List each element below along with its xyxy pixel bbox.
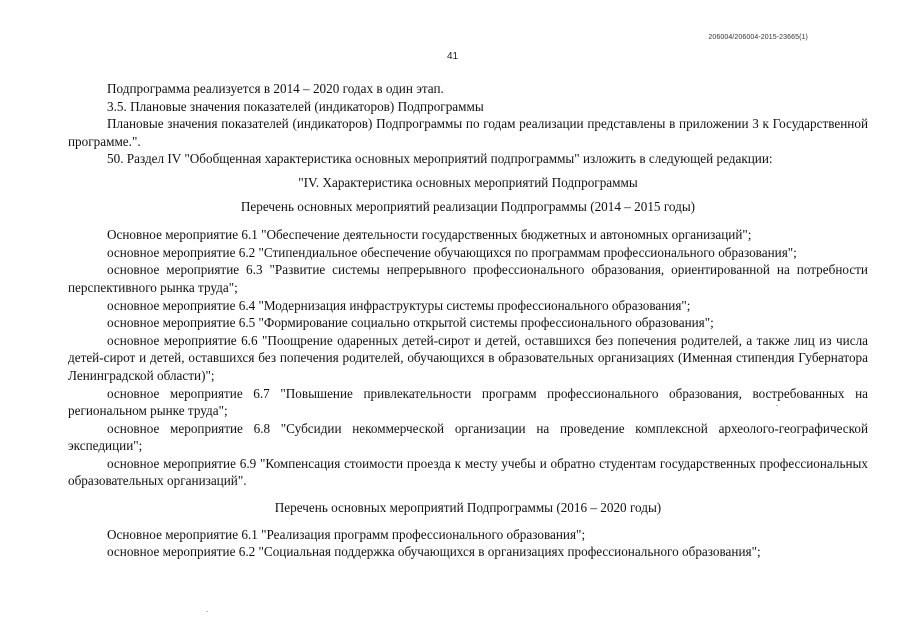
list-item-2016-6-1: Основное мероприятие 6.1 "Реализация программ профессионального образования"; [107, 526, 586, 542]
list-title-2014-2015: Перечень основных мероприятий реализации Подпрограммы (2014 – 2015 годы) [240, 198, 696, 214]
list-title-2016-2020: Перечень основных мероприятий Подпрограммы (2016 – 2020 годы) [274, 500, 662, 516]
list-item-2014-6-4: основное мероприятие 6.4 "Модернизация инфраструктуры системы профессионального образования"; [107, 297, 691, 313]
document-id: 206004/206004-2015-23665(1) [708, 34, 808, 41]
section-iv-title: "IV. Характеристика основных мероприятий Подпрограммы [298, 174, 638, 190]
page-number: 41 [446, 51, 459, 62]
scan-artifact [206, 611, 208, 612]
paragraph-section-3-5-heading: 3.5. Плановые значения показателей (индикаторов) Подпрограммы [107, 98, 484, 114]
list-item-2014-6-3: основное мероприятие 6.3 "Развитие системы непрерывного профессионального образования, ориентированной на потребности перспективного рынка труда"; [68, 262, 868, 295]
document-body [68, 80, 868, 561]
scan-artifact [776, 405, 778, 406]
list-item-2014-6-9: основное мероприятие 6.9 "Компенсация стоимости проезда к месту учебы и обратно студентам государственных профессиональных образовательных организаций". [68, 455, 868, 489]
list-item-2016-6-2: основное мероприятие 6.2 "Социальная поддержка обучающихся в организациях профессионального образования"; [107, 544, 761, 560]
list-item-2014-6-2: основное мероприятие 6.2 "Стипендиальное обеспечение обучающихся по программам профессионального образования"; [107, 244, 797, 260]
paragraph-implementation-period: Подпрограмма реализуется в 2014 – 2020 годах в один этап. [107, 81, 444, 96]
paragraph-indicator-values: Плановые значения показателей (индикаторов) Подпрограммы по годам реализации представлены в приложении 3 к Государственной программе.". [68, 116, 868, 149]
list-item-2014-6-7: основное мероприятие 6.7 "Повышение привлекательности программ профессионального образования, востребованных на региональном рынке труда"; [68, 385, 868, 419]
list-item-2014-6-6: основное мероприятие 6.6 "Поощрение одаренных детей-сирот и детей, оставшихся без попечения родителей, а также лиц из числа детей-сирот и детей, оставшихся без попечения родителей, обучающихся в образовательных организациях (Именная стипендия Губернатора Ленинградской области)"; [68, 332, 868, 383]
list-item-2014-6-5: основное мероприятие 6.5 "Формирование социально открытой системы профессионального образования"; [107, 315, 714, 331]
list-item-2014-6-1: Основное мероприятие 6.1 "Обеспечение деятельности государственных бюджетных и автономных организаций"; [107, 227, 752, 243]
paragraph-amendment-50: 50. Раздел IV "Обобщенная характеристика основных мероприятий подпрограммы" изложить в следующей редакции: [107, 151, 773, 167]
list-item-2014-6-8: основное мероприятие 6.8 "Субсидии некоммерческой организации на проведение комплексной археолого-географической экспедиции"; [68, 420, 868, 454]
